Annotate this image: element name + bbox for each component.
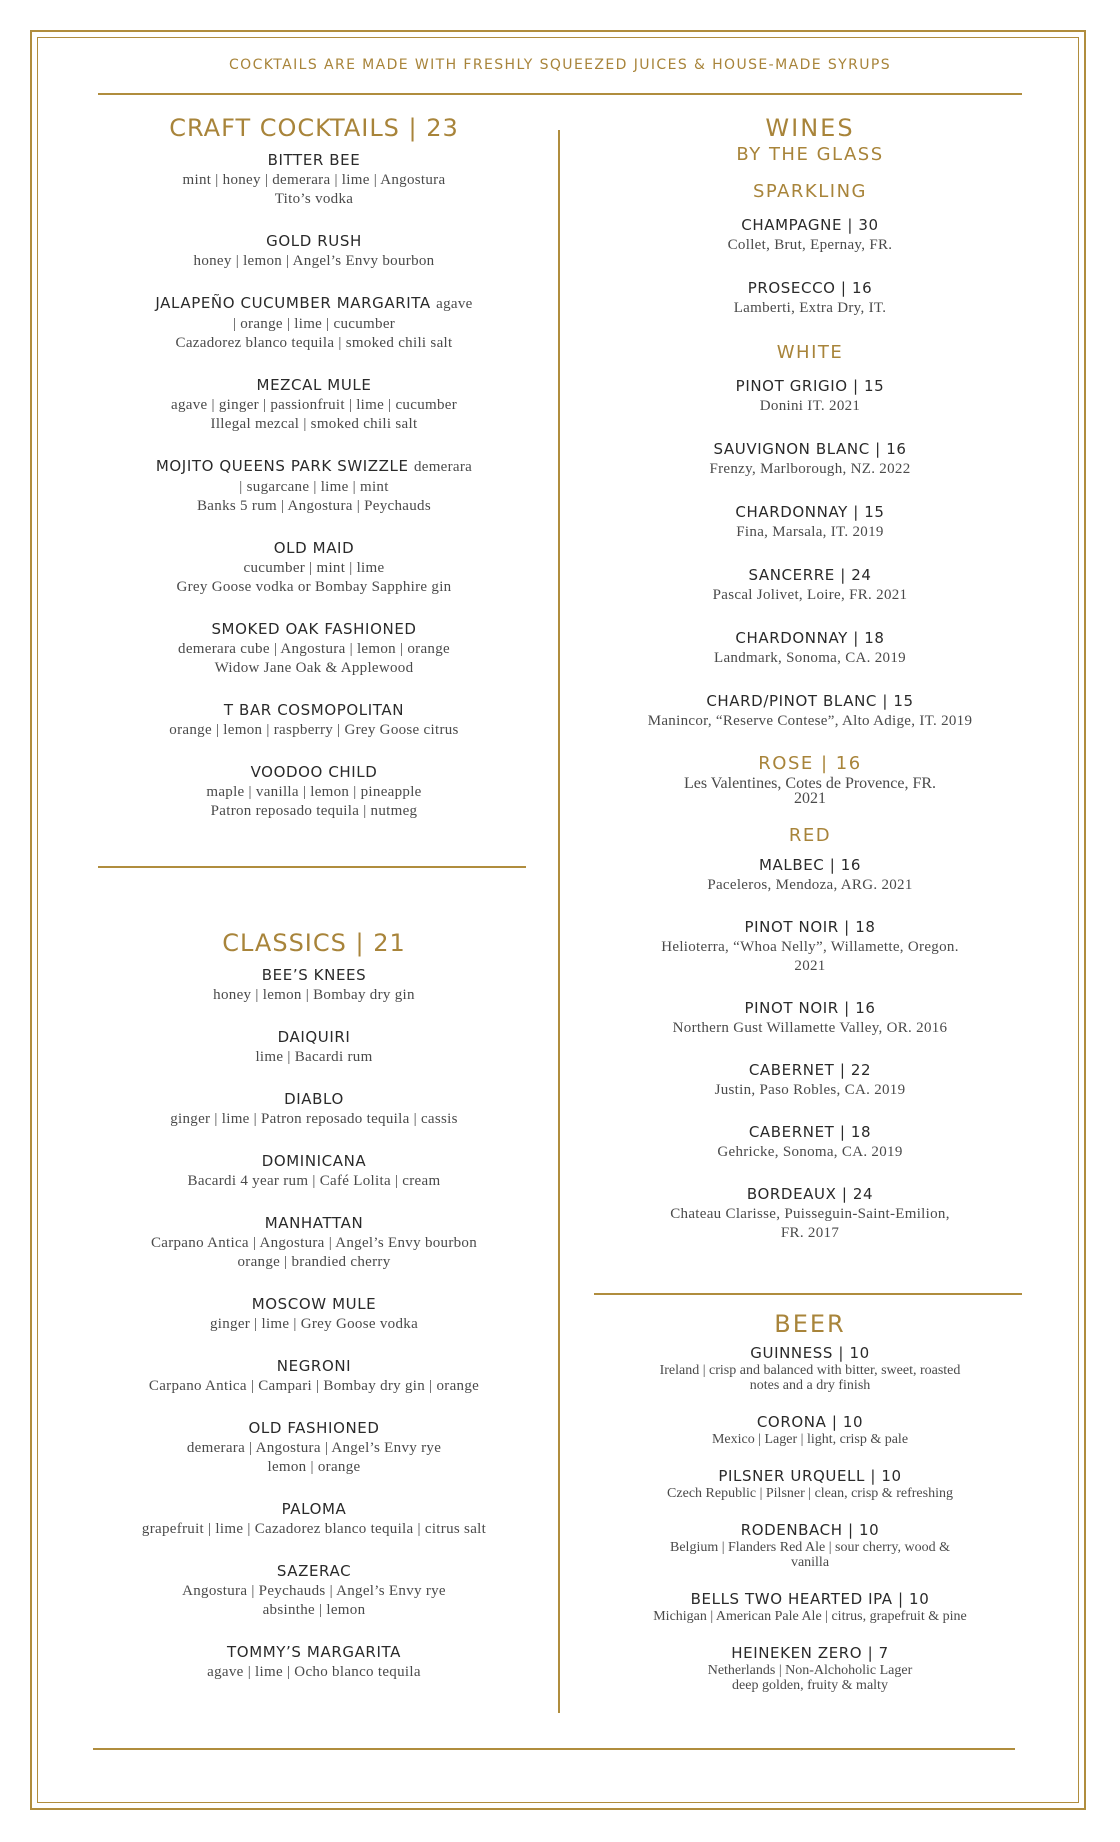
item-description: [595, 1432, 1025, 1447]
item-name-text: CHAMPAGNE | 30: [741, 216, 879, 234]
item-name-text: GOLD RUSH: [266, 232, 362, 250]
item-name: [595, 1184, 1025, 1204]
description-line: Lamberti, Extra Dry, IT.: [733, 300, 887, 316]
item-description: [98, 478, 530, 516]
item-description: [595, 1540, 1025, 1570]
item-name-text: JALAPEÑO CUCUMBER MARGARITA: [155, 294, 431, 312]
description-line: cucumber | mint | lime: [243, 560, 385, 576]
item-description: [98, 1663, 530, 1682]
item-description: [98, 986, 530, 1005]
item-description: [595, 299, 1025, 318]
rose-description: [595, 776, 1025, 806]
item-description: [595, 460, 1025, 479]
description-line: agave | ginger | passionfruit | lime | cucumber: [170, 397, 458, 413]
description-line: absinthe | lemon: [262, 1602, 366, 1618]
description-line: orange | brandied cherry: [237, 1254, 391, 1270]
item-name: [595, 376, 1025, 396]
description-line: Bacardi 4 year rum | Café Lolita | cream: [187, 1173, 441, 1189]
menu-item: [595, 1122, 1025, 1162]
menu-item: [98, 762, 530, 821]
menu-item: [595, 1520, 1025, 1570]
item-name: [595, 1412, 1025, 1432]
section-title-beer: BEER: [774, 1310, 846, 1338]
menu-notice: COCKTAILS ARE MADE WITH FRESHLY SQUEEZED JUICES & HOUSE-MADE SYRUPS: [229, 57, 891, 73]
item-name-text: OLD FASHIONED: [248, 1419, 380, 1437]
menu-item: [98, 456, 530, 516]
item-name: [98, 231, 530, 251]
menu-item: [98, 293, 530, 353]
item-description: [98, 1110, 530, 1129]
item-name: [595, 628, 1025, 648]
description-line: Belgium | Flanders Red Ale | sour cherry, wood &: [670, 1540, 950, 1555]
description-line: agave | lime | Ocho blanco tequila: [207, 1664, 421, 1680]
item-name: [595, 855, 1025, 875]
menu-item: [98, 1213, 530, 1272]
item-name: [98, 1213, 530, 1233]
description-line: honey | lemon | Angel’s Envy bourbon: [193, 253, 435, 269]
description-line: Justin, Paso Robles, CA. 2019: [714, 1082, 906, 1098]
item-name: [98, 1561, 530, 1581]
description-line: Michigan | American Pale Ale | citrus, grapefruit & pine: [653, 1609, 967, 1624]
item-name-text: CHARDONNAY | 15: [735, 503, 885, 521]
item-description: [595, 1663, 1025, 1693]
description-line: Manincor, “Reserve Contese”, Alto Adige, IT. 2019: [647, 713, 973, 729]
section-title-craft-cocktails: CRAFT COCKTAILS | 23: [169, 114, 459, 142]
item-name-text: SANCERRE | 24: [748, 566, 872, 584]
description-line: Cazadorez blanco tequila | smoked chili salt: [175, 335, 453, 351]
description-line: orange | lemon | raspberry | Grey Goose citrus: [169, 722, 459, 738]
menu-item: [98, 375, 530, 434]
item-name: [98, 1027, 530, 1047]
item-name-text: PINOT NOIR | 18: [744, 918, 876, 936]
menu-item: [98, 231, 530, 271]
wines-subtitle: BY THE GLASS: [736, 144, 884, 165]
description-line: | sugarcane | lime | mint: [239, 479, 389, 495]
item-name-text: CHARD/PINOT BLANC | 15: [706, 692, 914, 710]
item-name-text: HEINEKEN ZERO | 7: [731, 1644, 889, 1662]
item-description: [595, 938, 1025, 976]
wines-section: [595, 113, 1025, 1265]
menu-item: [98, 1027, 530, 1067]
item-name-text: NEGRONI: [276, 1357, 352, 1375]
item-name-text: PINOT GRIGIO | 15: [735, 377, 885, 395]
menu-item: [595, 565, 1025, 605]
item-description: [595, 586, 1025, 605]
item-name: [98, 456, 530, 477]
menu-item: [595, 215, 1025, 255]
menu-item: [595, 502, 1025, 542]
description-line: Northern Gust Willamette Valley, OR. 2016: [672, 1020, 948, 1036]
item-name: [98, 375, 530, 395]
menu-item: [98, 150, 530, 209]
description-line: Pascal Jolivet, Loire, FR. 2021: [712, 587, 908, 603]
subsection-title-sparkling: SPARKLING: [752, 181, 867, 202]
section-title-classics: CLASSICS | 21: [222, 929, 406, 957]
menu-item: [595, 1343, 1025, 1393]
description-line: 2021: [794, 790, 826, 807]
item-name: [98, 619, 530, 639]
item-description: [98, 396, 530, 434]
item-description: [595, 1081, 1025, 1100]
item-description: [98, 315, 530, 353]
subsection-title-rose: ROSE | 16: [758, 753, 862, 774]
description-line: Helioterra, “Whoa Nelly”, Willamette, Oregon.: [661, 939, 959, 955]
description-line: demerara cube | Angostura | lemon | orange: [178, 641, 450, 657]
sparkling-list: [595, 215, 1025, 318]
menu-item: [595, 1184, 1025, 1243]
item-name-text: MANHATTAN: [264, 1214, 364, 1232]
item-description: [595, 1363, 1025, 1393]
item-name-text: CABERNET | 18: [748, 1123, 872, 1141]
description-line: 2021: [794, 958, 826, 974]
description-line: honey | lemon | Bombay dry gin: [213, 987, 415, 1003]
menu-item: [595, 855, 1025, 895]
item-name: [595, 215, 1025, 235]
item-name: [98, 1356, 530, 1376]
item-name-text: TOMMY’S MARGARITA: [227, 1643, 401, 1661]
item-name: [98, 1089, 530, 1109]
left-section-divider: [98, 866, 526, 868]
description-line: Angostura | Peychauds | Angel’s Envy rye: [182, 1583, 446, 1599]
description-line: demerara | Angostura | Angel’s Envy rye: [186, 1440, 442, 1456]
item-name: [595, 917, 1025, 937]
item-name: [98, 762, 530, 782]
item-description: [98, 1315, 530, 1334]
description-line: FR. 2017: [780, 1225, 840, 1241]
menu-item: [595, 998, 1025, 1038]
menu-item: [595, 628, 1025, 668]
item-name-text: VOODOO CHILD: [250, 763, 378, 781]
red-list: [595, 855, 1025, 1243]
item-description: [98, 559, 530, 597]
description-line: Carpano Antica | Angostura | Angel’s Envy bourbon: [150, 1235, 478, 1251]
menu-item: [98, 1151, 530, 1191]
item-name-text: OLD MAID: [273, 539, 355, 557]
item-name: [595, 1343, 1025, 1363]
craft-cocktails-list: [98, 150, 530, 821]
column-divider: [558, 130, 560, 1713]
item-name-text: SAZERAC: [276, 1562, 352, 1580]
item-name: [595, 1589, 1025, 1609]
description-line: Netherlands | Non-Alchoholic Lager: [707, 1663, 913, 1678]
craft-cocktails-section: [98, 113, 530, 843]
description-line: grapefruit | lime | Cazadorez blanco tequila | citrus salt: [141, 1521, 487, 1537]
item-name: [98, 700, 530, 720]
item-description: [98, 783, 530, 821]
description-line: ginger | lime | Patron reposado tequila | cassis: [170, 1111, 458, 1127]
top-divider: [98, 93, 1022, 95]
item-name-text: RODENBACH | 10: [740, 1521, 880, 1539]
menu-item: [98, 965, 530, 1005]
menu-item: [595, 691, 1025, 731]
description-line: Paceleros, Mendoza, ARG. 2021: [707, 877, 913, 893]
description-line: Illegal mezcal | smoked chili salt: [210, 416, 418, 432]
item-name-text: CHARDONNAY | 18: [735, 629, 885, 647]
menu-item: [595, 278, 1025, 318]
beer-list: [595, 1343, 1025, 1693]
item-name-text: SMOKED OAK FASHIONED: [211, 620, 417, 638]
menu-item: [98, 619, 530, 678]
rose-entry: [595, 752, 1025, 806]
item-description: [98, 1172, 530, 1191]
menu-item: [98, 1356, 530, 1396]
white-list: [595, 376, 1025, 731]
classics-section: [98, 928, 530, 1704]
item-name: [98, 538, 530, 558]
item-inline-ingredient: agave: [436, 296, 473, 312]
description-line: maple | vanilla | lemon | pineapple: [206, 784, 422, 800]
item-name-text: BELLS TWO HEARTED IPA | 10: [690, 1590, 930, 1608]
item-name: [98, 1642, 530, 1662]
description-line: Collet, Brut, Epernay, FR.: [727, 237, 893, 253]
item-description: [595, 712, 1025, 731]
item-name-text: DIABLO: [284, 1090, 344, 1108]
description-line: Frenzy, Marlborough, NZ. 2022: [709, 461, 911, 477]
subsection-title-white: WHITE: [776, 342, 844, 363]
item-name-text: BORDEAUX | 24: [746, 1185, 874, 1203]
item-name-text: BITTER BEE: [267, 151, 361, 169]
menu-item: [98, 1089, 530, 1129]
item-name-text: CABERNET | 22: [748, 1061, 872, 1079]
item-description: [595, 1205, 1025, 1243]
description-line: Grey Goose vodka or Bombay Sapphire gin: [176, 579, 452, 595]
item-name-text: SAUVIGNON BLANC | 16: [713, 440, 907, 458]
item-description: [595, 1486, 1025, 1501]
item-description: [595, 1609, 1025, 1624]
item-name: [595, 1643, 1025, 1663]
item-name-text: T BAR COSMOPOLITAN: [223, 701, 405, 719]
description-line: Landmark, Sonoma, CA. 2019: [714, 650, 906, 666]
description-line: Banks 5 rum | Angostura | Peychauds: [197, 498, 431, 514]
description-line: ginger | lime | Grey Goose vodka: [209, 1316, 419, 1332]
item-name: [98, 1151, 530, 1171]
item-name-text: PALOMA: [281, 1500, 347, 1518]
item-name-text: GUINNESS | 10: [750, 1344, 870, 1362]
item-description: [98, 1234, 530, 1272]
description-line: vanilla: [790, 1555, 830, 1570]
item-description: [595, 1143, 1025, 1162]
description-line: Mexico | Lager | light, crisp & pale: [711, 1432, 909, 1447]
classics-list: [98, 965, 530, 1682]
description-line: Donini IT. 2021: [759, 398, 861, 414]
description-line: Carpano Antica | Campari | Bombay dry gin | orange: [148, 1378, 480, 1394]
description-line: Tito’s vodka: [274, 191, 354, 207]
menu-item: [98, 1642, 530, 1682]
description-line: lemon | orange: [267, 1459, 361, 1475]
item-name: [595, 439, 1025, 459]
item-description: [98, 1520, 530, 1539]
description-line: mint | honey | demerara | lime | Angostura: [182, 172, 446, 188]
description-line: Fina, Marsala, IT. 2019: [736, 524, 884, 540]
item-name: [595, 565, 1025, 585]
item-name: [98, 1418, 530, 1438]
item-name: [595, 1060, 1025, 1080]
item-name: [595, 502, 1025, 522]
menu-item: [98, 1294, 530, 1334]
item-name: [98, 150, 530, 170]
subsection-title-red: RED: [788, 825, 832, 846]
item-name: [595, 1466, 1025, 1486]
description-line: Czech Republic | Pilsner | clean, crisp & refreshing: [667, 1486, 953, 1501]
item-description: [595, 236, 1025, 255]
item-name: [595, 1122, 1025, 1142]
description-line: notes and a dry finish: [749, 1378, 871, 1393]
menu-item: [98, 1418, 530, 1477]
description-line: Gehricke, Sonoma, CA. 2019: [717, 1144, 903, 1160]
item-name-text: CORONA | 10: [756, 1413, 864, 1431]
description-line: Widow Jane Oak & Applewood: [214, 660, 414, 676]
item-name: [98, 1294, 530, 1314]
description-line: Ireland | crisp and balanced with bitter, sweet, roasted: [659, 1363, 961, 1378]
item-description: [98, 1048, 530, 1067]
item-name-text: MALBEC | 16: [758, 856, 862, 874]
item-description: [98, 640, 530, 678]
item-description: [98, 171, 530, 209]
description-line: Patron reposado tequila | nutmeg: [210, 803, 418, 819]
item-name: [98, 293, 530, 314]
item-description: [595, 397, 1025, 416]
section-title-wines: WINES: [765, 114, 855, 142]
description-line: Chateau Clarisse, Puisseguin-Saint-Emilion,: [670, 1206, 950, 1222]
menu-item: [98, 1561, 530, 1620]
item-description: [595, 649, 1025, 668]
item-name-text: PINOT NOIR | 16: [744, 999, 876, 1017]
description-line: deep golden, fruity & malty: [732, 1678, 888, 1693]
item-name-text: PILSNER URQUELL | 10: [718, 1467, 902, 1485]
description-line: | orange | lime | cucumber: [232, 316, 396, 332]
menu-item: [98, 1499, 530, 1539]
item-name-text: MEZCAL MULE: [256, 376, 372, 394]
item-description: [98, 1377, 530, 1396]
item-name: [595, 278, 1025, 298]
beer-section: [595, 1309, 1025, 1712]
item-name-text: PROSECCO | 16: [747, 279, 873, 297]
item-description: [98, 1582, 530, 1620]
item-name: [595, 691, 1025, 711]
item-name-text: MOSCOW MULE: [251, 1295, 377, 1313]
bottom-divider: [93, 1748, 1015, 1750]
item-name: [595, 998, 1025, 1018]
description-line: lime | Bacardi rum: [255, 1049, 373, 1065]
item-inline-ingredient: demerara: [413, 459, 473, 475]
menu-item: [595, 1466, 1025, 1501]
item-description: [595, 876, 1025, 895]
menu-item: [98, 700, 530, 740]
item-name: [98, 965, 530, 985]
item-name: [595, 1520, 1025, 1540]
item-description: [98, 1439, 530, 1477]
item-name: [98, 1499, 530, 1519]
menu-item: [595, 1589, 1025, 1624]
item-name-text: BEE’S KNEES: [261, 966, 367, 984]
item-name-text: MOJITO QUEENS PARK SWIZZLE: [155, 457, 409, 475]
menu-item: [595, 439, 1025, 479]
menu-item: [595, 917, 1025, 976]
item-description: [595, 1019, 1025, 1038]
menu-item: [595, 1412, 1025, 1447]
menu-item: [98, 538, 530, 597]
item-description: [98, 252, 530, 271]
menu-item: [595, 1643, 1025, 1693]
item-name-text: DAIQUIRI: [277, 1028, 351, 1046]
item-description: [98, 721, 530, 740]
item-description: [595, 523, 1025, 542]
menu-item: [595, 1060, 1025, 1100]
item-name-text: DOMINICANA: [261, 1152, 367, 1170]
beer-divider: [594, 1293, 1022, 1295]
description-line: Les Valentines, Cotes de Provence, FR.: [683, 775, 937, 792]
menu-item: [595, 376, 1025, 416]
